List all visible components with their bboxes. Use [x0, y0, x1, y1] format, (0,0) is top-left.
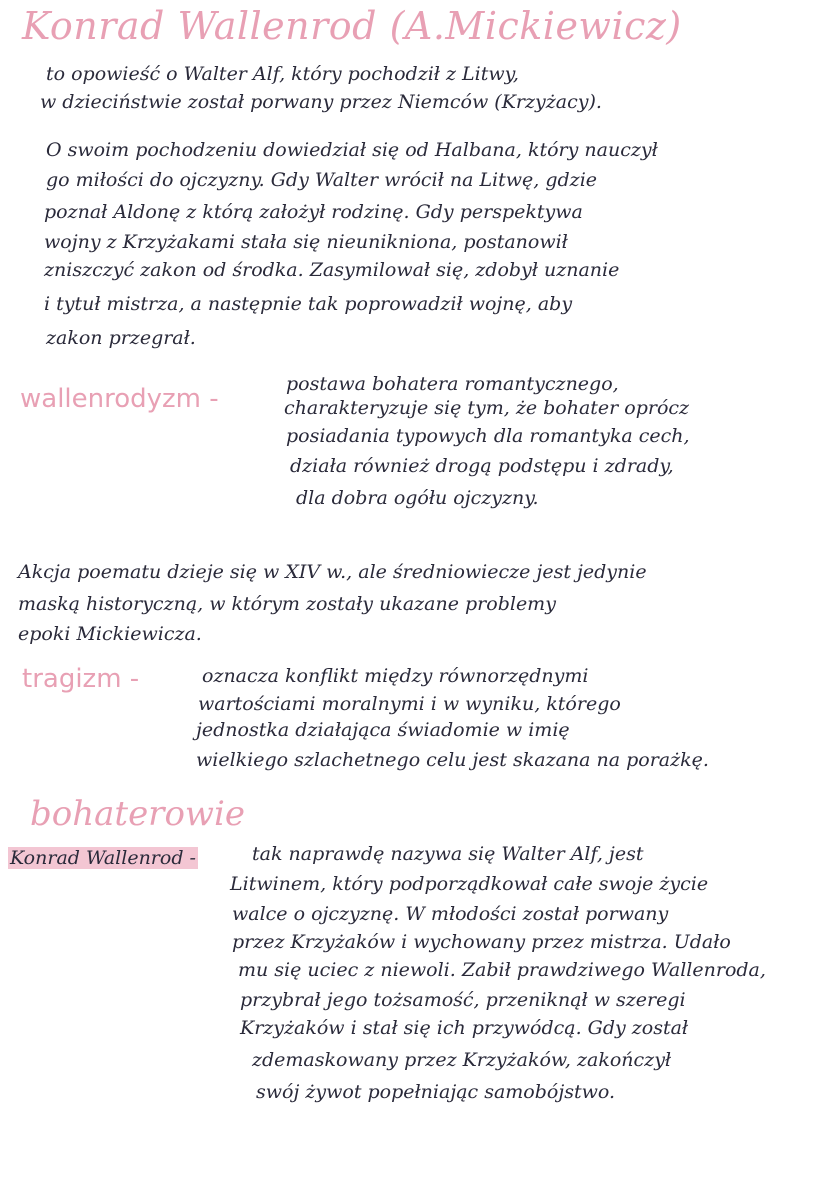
- section-heading: bohaterowie: [30, 794, 246, 834]
- intro-line: i tytuł mistrza, a następnie tak poprowadził wojnę, aby: [44, 293, 573, 315]
- akcja-line: epoki Mickiewicza.: [18, 623, 202, 645]
- definition-line: wartościami moralnymi i w wyniku, którego: [198, 693, 621, 715]
- description-line: przez Krzyżaków i wychowany przez mistrza. Udało: [232, 931, 731, 953]
- definition-line: postawa bohatera romantycznego,: [286, 373, 619, 395]
- term-tragizm: tragizm -: [22, 664, 140, 694]
- intro-line: zniszczyć zakon od środka. Zasymilował się, zdobył uznanie: [44, 259, 620, 281]
- description-line: mu się uciec z niewoli. Zabił prawdziwego Wallenroda,: [238, 959, 766, 981]
- definition-line: działa również drogą podstępu i zdrady,: [290, 455, 674, 477]
- description-line: Litwinem, który podporządkował całe swoje życie: [230, 873, 709, 895]
- intro-line: go miłości do ojczyzny. Gdy Walter wrócił na Litwę, gdzie: [46, 169, 598, 191]
- intro-line: O swoim pochodzeniu dowiedział się od Halbana, który nauczył: [46, 139, 658, 161]
- character-name: [8, 846, 198, 870]
- definition-line: wielkiego szlachetnego celu jest skazana na porażkę.: [196, 749, 709, 771]
- description-line: Krzyżaków i stał się ich przywódcą. Gdy został: [240, 1017, 689, 1039]
- character-name-label: Konrad Wallenrod -: [10, 847, 196, 869]
- intro-line: zakon przegrał.: [46, 327, 196, 349]
- description-line: przybrał jego tożsamość, przeniknął w szeregi: [240, 989, 686, 1011]
- akcja-line: maską historyczną, w którym zostały ukazane problemy: [18, 593, 556, 615]
- intro-line: wojny z Krzyżakami stała się nieunikniona, postanowił: [44, 231, 568, 253]
- intro-line: w dzieciństwie został porwany przez Niemców (Krzyżacy).: [40, 91, 602, 113]
- description-line: zdemaskowany przez Krzyżaków, zakończył: [252, 1049, 672, 1071]
- akcja-line: Akcja poematu dzieje się w XIV w., ale średniowiecze jest jedynie: [18, 561, 647, 583]
- page-title: Konrad Wallenrod (A.Mickiewicz): [22, 4, 682, 48]
- definition-line: posiadania typowych dla romantyka cech,: [286, 425, 690, 447]
- definition-line: jednostka działająca świadomie w imię: [196, 719, 570, 741]
- description-line: walce o ojczyznę. W młodości został porwany: [232, 903, 669, 925]
- intro-line: poznał Aldonę z którą założył rodzinę. Gdy perspektywa: [44, 201, 583, 223]
- definition-line: oznacza konflikt między równorzędnymi: [202, 665, 589, 687]
- definition-line: dla dobra ogółu ojczyzny.: [296, 487, 539, 509]
- description-line: tak naprawdę nazywa się Walter Alf, jest: [252, 843, 644, 865]
- description-line: swój żywot popełniając samobójstwo.: [256, 1081, 616, 1103]
- definition-line: charakteryzuje się tym, że bohater oprócz: [284, 397, 690, 419]
- intro-line: to opowieść o Walter Alf, który pochodził z Litwy,: [46, 63, 519, 85]
- term-wallenrodyzm: wallenrodyzm -: [20, 384, 219, 414]
